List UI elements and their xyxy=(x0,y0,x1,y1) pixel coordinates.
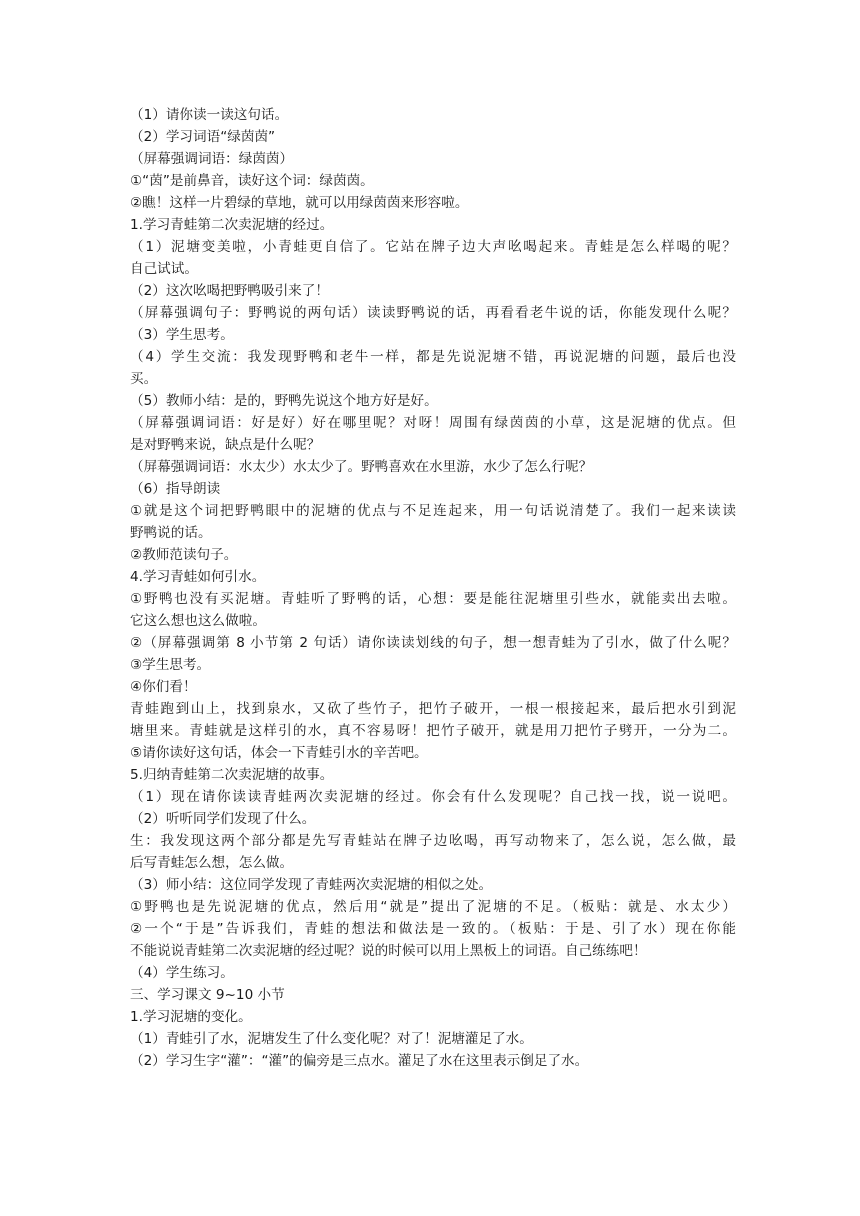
text-line: ①就是这个词把野鸭眼中的泥塘的优点与不足连起来，用一句话说清楚了。我们一起来读读 xyxy=(130,503,736,519)
text-line: 1.学习青蛙第二次卖泥塘的经过。 xyxy=(130,217,334,233)
text-line: 不能说说青蛙第二次卖泥塘的经过呢？说的时候可以用上黑板上的词语。自己练练吧！ xyxy=(130,943,647,959)
text-line: （1）青蛙引了水，泥塘发生了什么变化呢？对了！泥塘灌足了水。 xyxy=(130,1031,533,1047)
text-line: （4）学生交流：我发现野鸭和老牛一样，都是先说泥塘不错，再说泥塘的问题，最后也没 xyxy=(130,349,736,365)
text-line: （屏幕强调词语：绿茵茵） xyxy=(130,151,294,167)
text-line: （5）教师小结：是的，野鸭先说这个地方好是好。 xyxy=(130,393,438,409)
text-line: （4）学生练习。 xyxy=(130,965,234,981)
text-line: 塘里来。青蛙就是这样引的水，真不容易呀！把竹子破开，就是用刀把竹子劈开，一分为二。 xyxy=(130,723,736,739)
text-line: 4.学习青蛙如何引水。 xyxy=(130,569,266,585)
text-line: （1）现在请你读读青蛙两次卖泥塘的经过。你会有什么发现呢？自己找一找，说一说吧。 xyxy=(130,789,736,805)
text-line: 生：我发现这两个部分都是先写青蛙站在牌子边吆喝，再写动物来了，怎么说，怎么做，最 xyxy=(130,833,736,849)
text-line: ②教师范读句子。 xyxy=(130,547,238,563)
text-line: 5.归纳青蛙第二次卖泥塘的故事。 xyxy=(130,767,334,783)
text-line: （3）学生思考。 xyxy=(130,327,234,343)
text-line: （2）学习词语“绿茵茵” xyxy=(130,129,276,145)
text-line: （6）指导朗读 xyxy=(130,481,221,497)
text-line: 它这么想也这么做啦。 xyxy=(130,613,266,629)
text-line: 1.学习泥塘的变化。 xyxy=(130,1009,252,1025)
text-line: 青蛙跑到山上，找到泉水，又砍了些竹子，把竹子破开，一根一根接起来，最后把水引到泥 xyxy=(130,701,736,717)
text-line: ③学生思考。 xyxy=(130,657,211,673)
text-line: （屏幕强调句子：野鸭说的两句话）读读野鸭说的话，再看看老牛说的话，你能发现什么呢？ xyxy=(130,305,736,321)
text-line: 买。 xyxy=(130,371,158,387)
text-line: （2）学习生字“灌”：“灌”的偏旁是三点水。灌足了水在这里表示倒足了水。 xyxy=(130,1053,589,1069)
text-line: ①野鸭也没有买泥塘。青蛙听了野鸭的话，心想：要是能往泥塘里引些水，就能卖出去啦。 xyxy=(130,591,736,607)
document-body xyxy=(130,104,736,1072)
text-line: ①“茵”是前鼻音，读好这个词：绿茵茵。 xyxy=(130,173,374,189)
text-line: 是对野鸭来说，缺点是什么呢？ xyxy=(130,437,321,453)
text-line: ④你们看！ xyxy=(130,679,197,695)
text-line: 三、学习课文 9~10 小节 xyxy=(130,987,285,1003)
text-line: （1）请你读一读这句话。 xyxy=(130,107,289,123)
text-line: （1）泥塘变美啦，小青蛙更自信了。它站在牌子边大声吆喝起来。青蛙是怎么样喝的呢？ xyxy=(130,239,736,255)
text-line: （2）这次吆喝把野鸭吸引来了！ xyxy=(130,283,329,299)
text-line: ②一个“于是”告诉我们，青蛙的想法和做法是一致的。（板贴：于是、引了水）现在你能 xyxy=(130,921,736,937)
text-line: （3）师小结：这位同学发现了青蛙两次卖泥塘的相似之处。 xyxy=(130,877,493,893)
text-line: 自己试试。 xyxy=(130,261,198,277)
text-line: ①野鸭也是先说泥塘的优点，然后用“就是”提出了泥塘的不足。（板贴：就是、水太少） xyxy=(130,899,736,915)
text-line: （2）听听同学们发现了什么。 xyxy=(130,811,316,827)
text-line: ②瞧！这样一片碧绿的草地，就可以用绿茵茵来形容啦。 xyxy=(130,195,469,211)
text-line: （屏幕强调词语：好是好）好在哪里呢？对呀！周围有绿茵茵的小草，这是泥塘的优点。但 xyxy=(130,415,736,431)
text-line: 后写青蛙怎么想，怎么做。 xyxy=(130,855,294,871)
text-line: ②（屏幕强调第 8 小节第 2 句话）请你读读划线的句子，想一想青蛙为了引水，做了什么呢？ xyxy=(130,635,736,651)
text-line: （屏幕强调词语：水太少）水太少了。野鸭喜欢在水里游，水少了怎么行呢？ xyxy=(130,459,593,475)
text-line: 野鸭说的话。 xyxy=(130,525,212,541)
text-line: ⑤请你读好这句话，体会一下青蛙引水的辛苦吧。 xyxy=(130,745,428,761)
